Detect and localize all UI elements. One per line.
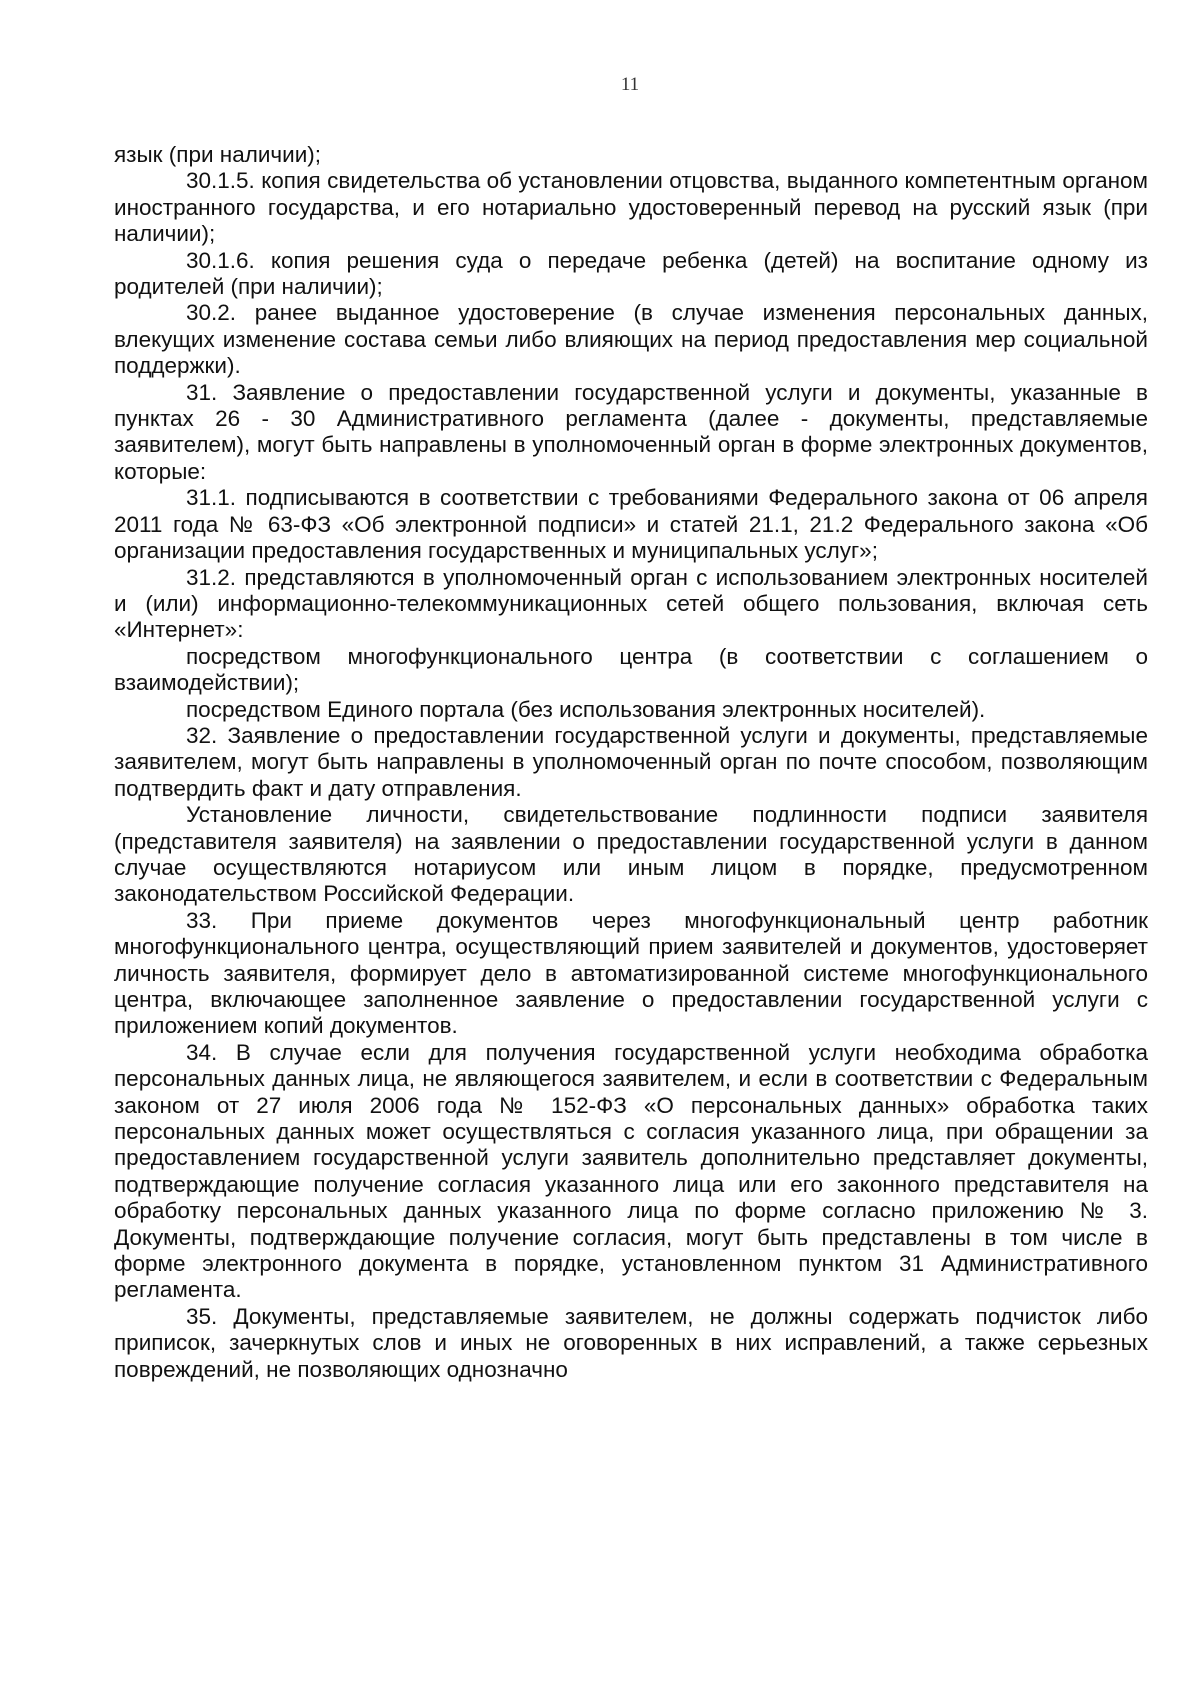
paragraph: 31.1. подписываются в соответствии с требованиями Федерального закона от 06 апреля 2011 года № 63-ФЗ «Об электронной подписи» и статей 21.1, 21.2 Федерального закона «Об организации предоставления государственных и муниципальных услуг»; xyxy=(114,485,1148,564)
paragraph: 34. В случае если для получения государственной услуги необходима обработка персональных данных лица, не являющегося заявителем, и если в соответствии с Федеральным законом от 27 июля 2006 года № 152-ФЗ «О персональных данных» обработка таких персональных данных может осуществляться с согласия указанного лица, при обращении за предоставлением государственной услуги заявитель дополнительно представляет документы, подтверждающие получение согласия указанного лица или его законного представителя на обработку персональных данных указанного лица по форме согласно приложению № 3. Документы, подтверждающие получение согласия, могут быть представлены в том числе в форме электронного документа в порядке, установленном пунктом 31 Административного регламента. xyxy=(114,1039,1148,1303)
paragraph: 31.2. представляются в уполномоченный орган с использованием электронных носителей и (или) информационно-телекоммуникационных сетей общего пользования, включая сеть «Интернет»: xyxy=(114,564,1148,643)
paragraph: 33. При приеме документов через многофункциональный центр работник многофункционального центра, осуществляющий прием заявителей и документов, удостоверяет личность заявителя, формирует дело в автоматизированной системе многофункционального центра, включающее заполненное заявление о предоставлении государственной услуги с приложением копий документов. xyxy=(114,907,1148,1039)
paragraph: 30.2. ранее выданное удостоверение (в случае изменения персональных данных, влекущих изменение состава семьи либо влияющих на период предоставления мер социальной поддержки). xyxy=(114,300,1148,379)
paragraph: 32. Заявление о предоставлении государственной услуги и документы, представляемые заявителем, могут быть направлены в уполномоченный орган по почте способом, позволяющим подтвердить факт и дату отправления. xyxy=(114,722,1148,801)
paragraph: язык (при наличии); xyxy=(114,142,322,167)
paragraph: посредством Единого портала (без использования электронных носителей). xyxy=(186,696,986,722)
paragraph: 30.1.5. копия свидетельства об установлении отцовства, выданного компетентным органом иностранного государства, и его нотариально удостоверенный перевод на русский язык (при наличии); xyxy=(114,168,1148,247)
paragraph: 31. Заявление о предоставлении государственной услуги и документы, указанные в пунктах 26 - 30 Административного регламента (далее - документы, представляемые заявителем), могут быть направлены в уполномоченный орган в форме электронных документов, которые: xyxy=(114,379,1148,484)
paragraph: Установление личности, свидетельствование подлинности подписи заявителя (представителя заявителя) на заявлении о предоставлении государственной услуги в данном случае осуществляются нотариусом или иным лицом в порядке, предусмотренном законодательством Российской Федерации. xyxy=(114,802,1148,907)
page-number: 11 xyxy=(620,74,640,95)
document-body xyxy=(114,142,1148,1383)
paragraph: посредством многофункционального центра (в соответствии с соглашением о взаимодействии); xyxy=(114,643,1148,696)
paragraph: 30.1.6. копия решения суда о передаче ребенка (детей) на воспитание одному из родителей (при наличии); xyxy=(114,247,1148,300)
paragraph: 35. Документы, представляемые заявителем, не должны содержать подчисток либо приписок, зачеркнутых слов и иных не оговоренных в них исправлений, а также серьезных повреждений, не позволяющих однозначно xyxy=(114,1303,1148,1382)
